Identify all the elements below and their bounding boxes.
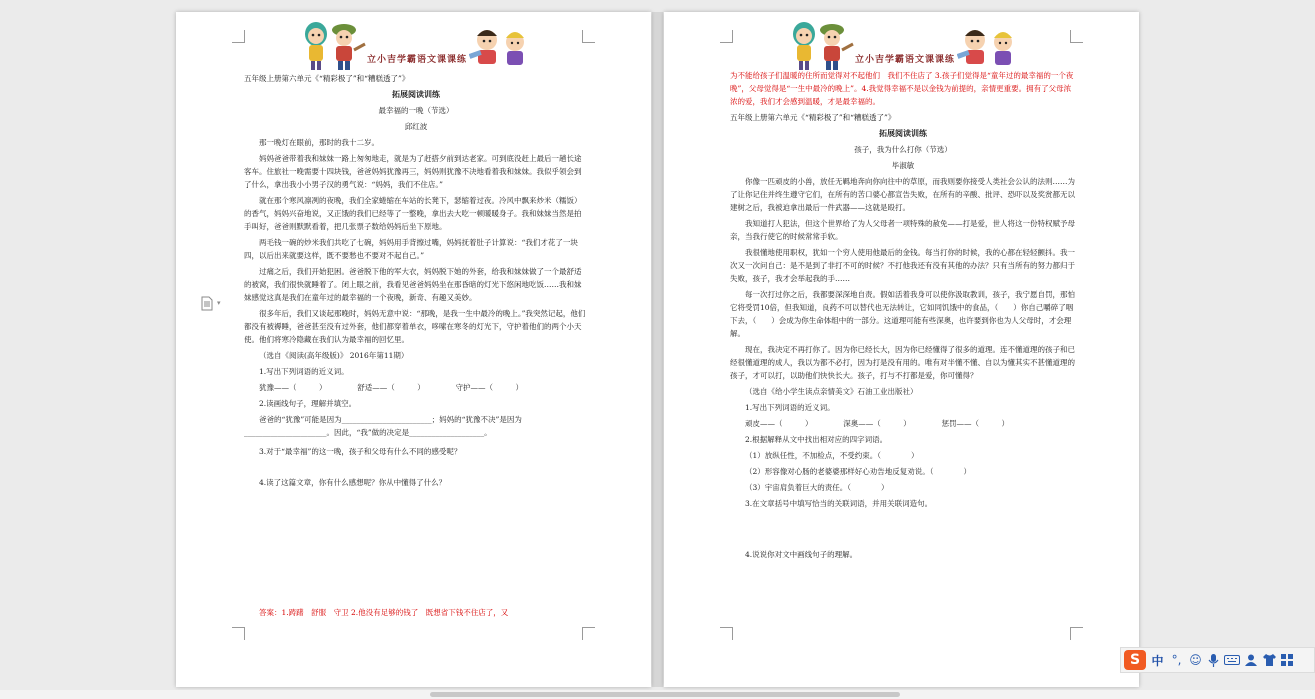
ime-language-toggle[interactable]: 中 <box>1151 653 1164 668</box>
keyboard-icon[interactable] <box>1224 654 1240 666</box>
question-2-item: （3）宇宙肩负着巨大的责任。（ ） <box>745 483 889 492</box>
answer-continuation: 为不能给孩子们温暖的住所而觉得对不起他们 我们不住店了 3.孩子们觉得是“童年过的最幸福的一个夜晚”，父母觉得是“一生中最冷的晚上”。4.我觉得幸福不是以金钱为前提的，亲情更重要。拥有了父母浓浓的爱，我们才会感到温暖，才是最幸福的。 <box>730 71 1074 106</box>
paragraph: 妈妈爸爸带着我和妹妹一路上匆匆地走，就是为了赶搭夕前到达老家。可到底没赶上最后一趟长途客车。住旅社一晚需要十四块钱，爸爸妈妈犹豫再三，妈妈则犹豫不决地看着我和妹妹。我似乎领会到了什么，拿出我小小男子汉的勇气说：“妈妈，我们不住店。” <box>244 154 582 189</box>
paragraph: 就在那个寒风凛冽的夜晚，我们全家蜷缩在车站的长凳下，瑟缩着过夜。冷风中飘来炒米（糯饭）的香气，妈妈兴奋地说，又正饿的我们已经等了一整晚，拿出去大吃一顿暖暖身子。我和妹妹当然是拍手叫好，爸爸则默默看着，把几张票子数给妈妈后坐下原地。 <box>244 196 582 231</box>
word-blank: 惩罚——（ ） <box>941 419 1010 428</box>
horizontal-scrollbar-thumb[interactable] <box>430 692 900 697</box>
word-blank: 深奥——（ ） <box>843 419 911 428</box>
user-account-icon[interactable] <box>1244 653 1258 667</box>
sogou-logo-icon[interactable]: S <box>1124 650 1146 670</box>
paragraph: 很多年后，我们又谈起那晚时，妈妈无意中说：“那晚，是我一生中最冷的晚上。”我突然记起，他们都没有被褥睡，爸爸甚至没有过外套，他们都穿着单衣，哆嗦在寒冬的灯光下，守护着他们的两个小天使。他们将寒冷隐藏在我们认为最幸福的回忆里。 <box>244 309 586 344</box>
cartoon-kids-right-illustration <box>469 24 533 72</box>
unit-line: 五年级上册第六单元《“精彩极了”和“糟糕透了”》 <box>730 113 896 122</box>
microphone-icon[interactable] <box>1207 653 1220 668</box>
page-header <box>176 18 651 74</box>
skin-shirt-icon[interactable] <box>1262 653 1277 667</box>
question-1-words <box>730 417 1076 430</box>
emoji-icon[interactable]: ☺ <box>1189 653 1202 667</box>
article-title: 最幸福的一晚（节选） <box>378 106 454 115</box>
question-1: 1.写出下列词语的近义词。 <box>745 403 835 412</box>
paragraph: 过痛之后，我们开始犯困。爸爸脱下他的军大衣，妈妈脱下她的外套，给我和妹妹做了一个最舒适的被窝，我们很快就睡着了。闭上眼之前，我看见爸爸妈妈坐在那昏暗的灯光下悠闲地吃饭……我和妹妹感觉这真是我们在童年过的最幸福的一个夜晚，新奇、有趣又美妙。 <box>244 267 582 302</box>
paragraph: 我知道打人犯法，但这个世界给了为人父母者一项特殊的赦免——打是爱，世人将这一份特权赋予母亲，当我行使它的时候常常手软。 <box>730 219 1075 241</box>
paragraph: 两毛钱一碗的炒米我们共吃了七碗，妈妈用手背擦过嘴，妈妈抚着肚子计算说：“我们才花了一块四，以后出来就要这样，既不要愁也不要对不起自己。” <box>244 238 578 260</box>
question-1-words <box>244 381 588 394</box>
page-header <box>664 18 1139 74</box>
unit-line: 五年级上册第六单元《“精彩极了”和“糟糕透了”》 <box>244 74 410 83</box>
question-2: 2.根据解释从文中找出相对应的四字词语。 <box>745 435 888 444</box>
header-brand-text: 立小吉学霸语文课课练 <box>855 55 956 65</box>
chevron-down-icon[interactable]: ▾ <box>217 299 221 307</box>
article-author: 毕淑敏 <box>891 161 915 170</box>
document-page-right <box>664 12 1139 687</box>
cartoon-kids-left-illustration <box>302 20 366 72</box>
question-2-item: （2）形容像对心肠的老婆婆那样好心劝告地反复劝说。（ ） <box>745 467 972 476</box>
question-3: 3.在文章括号中填写恰当的关联词语，并用关联词造句。 <box>745 499 933 508</box>
word-blank: 守护——（ ） <box>455 383 524 392</box>
document-options-icon[interactable] <box>201 296 214 311</box>
section-title: 拓展阅读训练 <box>879 128 927 138</box>
word-blank: 顽皮——（ ） <box>745 419 813 428</box>
word-blank: 舒适——（ ） <box>357 383 425 392</box>
question-3: 3.对于“最幸福”的这一晚，孩子和父母有什么不同的感受呢？ <box>259 447 462 456</box>
ime-toolbar <box>1120 647 1315 673</box>
crop-mark <box>232 627 245 640</box>
ime-punctuation-toggle[interactable]: °, <box>1171 653 1182 667</box>
paragraph: 我很懂地使用职权，犹如一个穷人使用他最后的金钱。每当打你的时候，我的心都在轻轻颤抖。我一次又一次问自己：是不是到了非打不可的时候？不打他我还有没有其他的办法？只有当所有的努力都归于失败，孩子，我才会举起我的手…… <box>730 248 1075 283</box>
right-page-body <box>730 69 1076 564</box>
crop-mark <box>582 627 595 640</box>
crop-mark <box>720 627 733 640</box>
question-2-item: （1）放纵任性，不加检点，不受约束。（ ） <box>745 451 919 460</box>
document-page-left <box>176 12 651 687</box>
answer-key <box>244 606 588 622</box>
paragraph: 现在，我决定不再打你了。因为你已经长大，因为你已经懂得了很多的道理。连不懂道理的孩子和已经很懂道理的成人，我以为都不必打，因为打是没有用的。唯有对半懂不懂、自以为懂其实不甚懂道理的孩子，才可以打，以助他们快快长大。孩子，打与不打都是爱，你可懂得？ <box>730 345 1075 380</box>
word-blank: 犹豫——（ ） <box>259 383 327 392</box>
header-brand-text: 立小吉学霸语文课课练 <box>367 55 468 65</box>
toolbox-grid-icon[interactable] <box>1281 654 1294 667</box>
cartoon-kids-right-illustration <box>957 24 1021 72</box>
source-line: （选自《阅读(高年级版)》 2016年第11期） <box>259 351 409 360</box>
crop-mark <box>1070 627 1083 640</box>
question-4: 4.读了这篇文章，你有什么感想呢？你从中懂得了什么？ <box>259 478 447 487</box>
question-2-body: 爸爸的“犹豫”可能是因为________________________；妈妈的“犹豫不决”是因为______________________。因此，“我”做的决定是____________________。 <box>244 415 522 437</box>
paragraph: 你像一匹顽皮的小兽，放任无羁地奔向你向往中的草原，而我则要你接受人类社会公认的法则……为了让你记住并终生遵守它们，在所有的苦口婆心都宣告失败，在所有的辛酸、批评、恐吓以及奖赏都无以建树之后，我被迫拿出最后一件武器——这就是殴打。 <box>730 177 1075 212</box>
section-title: 拓展阅读训练 <box>392 89 440 99</box>
question-2: 2.读画线句子，理解并填空。 <box>259 399 357 408</box>
answer-text: 答案：1.踌躇 舒服 守卫 2.他没有足够的钱了 既想省下钱不住店了，又 <box>259 608 509 617</box>
question-4: 4.说说你对文中画线句子的理解。 <box>745 550 858 559</box>
page-gutter <box>652 12 663 687</box>
left-page-body <box>244 72 588 492</box>
cartoon-kids-left-illustration <box>790 20 854 72</box>
question-1: 1.写出下列词语的近义词。 <box>259 367 349 376</box>
article-title: 孩子，我为什么打你（节选） <box>854 145 952 154</box>
article-author: 邱红波 <box>404 122 428 131</box>
source-line: （选自《给小学生读点亲情美文》石油工业出版社） <box>745 387 918 396</box>
paragraph: 每一次打过你之后，我都要深深地自责。假如活着我身可以使你汲取教训，孩子，我宁愿自罚，那怕它将受罚10倍，但我知道，良药不可以替代也无法转让，它如同饥饿中的食品，（ ）你自己嚼碎了咽下去，（ ）会成为你生命体组中的一部分。这道理可能有些深奥，也许要到你也为人父母时，才会理解。 <box>730 290 1075 338</box>
paragraph: 那一晚灯在眼前，那时的我十二岁。 <box>259 138 379 147</box>
